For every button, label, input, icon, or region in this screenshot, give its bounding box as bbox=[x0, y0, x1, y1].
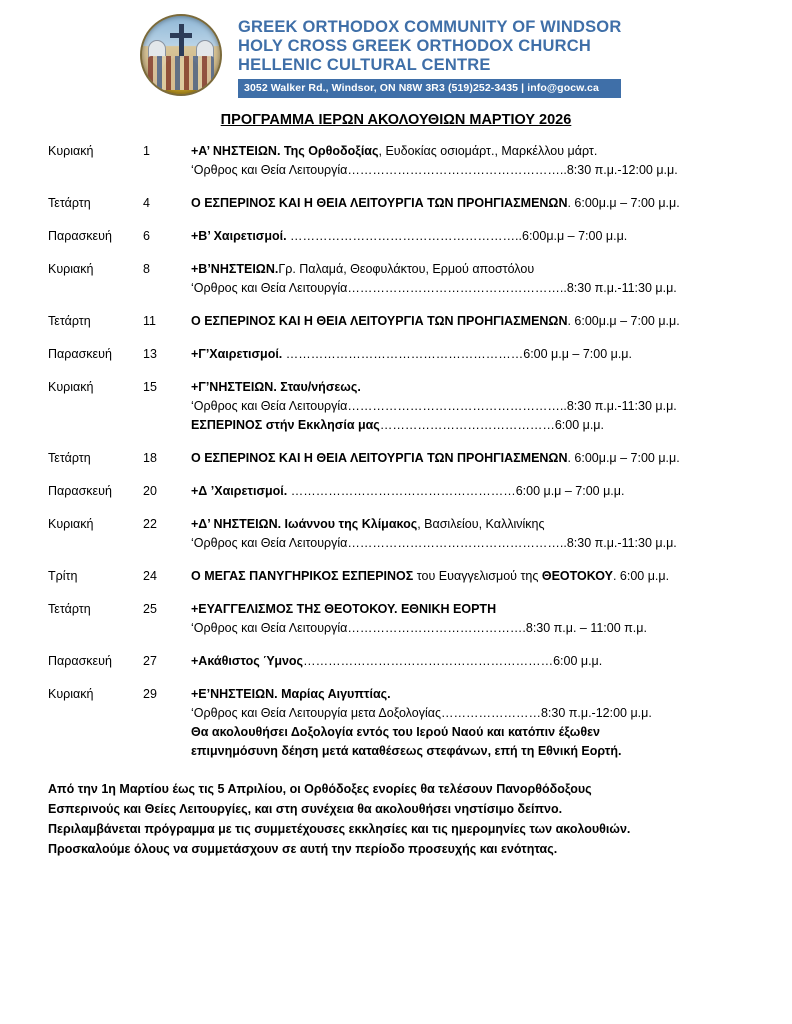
entry-line bbox=[191, 416, 752, 435]
entry-date: 6 bbox=[143, 229, 150, 243]
entry-date: 4 bbox=[143, 196, 150, 210]
entry-description bbox=[191, 652, 752, 671]
entry-weekday: Τετάρτη bbox=[48, 602, 91, 616]
entry-date: 1 bbox=[143, 144, 150, 158]
footer-note-line: Προσκαλούμε όλους να συμμετάσχουν σε αυτή την περίοδο προσευχής και ενότητας. bbox=[48, 842, 558, 856]
schedule-entry bbox=[48, 567, 752, 586]
entry-date: 15 bbox=[143, 380, 157, 394]
entry-date: 20 bbox=[143, 484, 157, 498]
letterhead bbox=[40, 14, 752, 98]
entry-text-bold: +Γ’Χαιρετισμοί. bbox=[191, 347, 283, 361]
entry-line bbox=[191, 600, 752, 619]
contact-address-bar: 3052 Walker Rd., Windsor, ON N8W 3R3 (519)252-3435 | info@gocw.ca bbox=[238, 79, 621, 98]
entry-line bbox=[191, 742, 752, 761]
entry-text: . 6:00μ.μ – 7:00 μ.μ. bbox=[567, 451, 680, 465]
entry-weekday: Παρασκευή bbox=[48, 347, 112, 361]
entry-text: ‘Ορθρος και Θεία Λειτουργία……………………………………………..8:30 π.μ.-11:30 μ.μ. bbox=[191, 536, 677, 550]
entry-line bbox=[191, 378, 752, 397]
entry-description bbox=[191, 600, 752, 638]
entry-weekday: Κυριακή bbox=[48, 144, 94, 158]
schedule-entry bbox=[48, 652, 752, 671]
entry-text-bold: +Α’ ΝΗΣΤΕΙΩΝ. Της Ορθοδοξίας bbox=[191, 144, 379, 158]
entry-text: ‘Ορθρος και Θεία Λειτουργία……………………………………………..8:30 π.μ.-11:30 μ.μ. bbox=[191, 399, 677, 413]
entry-date: 27 bbox=[143, 654, 157, 668]
cross-vertical-bar bbox=[179, 24, 184, 58]
entry-text-bold: +Γ’ΝΗΣΤΕΙΩΝ. Σταυ/νήσεως. bbox=[191, 380, 361, 394]
entry-date: 22 bbox=[143, 517, 157, 531]
schedule-entry bbox=[48, 685, 752, 761]
entry-date: 29 bbox=[143, 687, 157, 701]
entry-date: 24 bbox=[143, 569, 157, 583]
entry-line bbox=[191, 312, 752, 331]
schedule-entry bbox=[48, 449, 752, 468]
schedule-entry bbox=[48, 600, 752, 638]
entry-date: 11 bbox=[143, 314, 156, 328]
entry-line bbox=[191, 345, 752, 364]
entry-text-bold: +Ακάθιστος Ύμνος bbox=[191, 654, 304, 668]
org-name-line-3: HELLENIC CULTURAL CENTRE bbox=[238, 56, 491, 74]
entry-text: Γρ. Παλαμά, Θεοφυλάκτου, Ερμού αποστόλου bbox=[278, 262, 535, 276]
entry-text-bold: Ο ΕΣΠΕΡΙΝΟΣ ΚΑΙ Η ΘΕΙΑ ΛΕΙΤΟΥΡΓΙΑ ΤΩΝ ΠΡΟΗΓΙΑΣΜΕΝΩΝ bbox=[191, 196, 568, 210]
schedule-entry bbox=[48, 260, 752, 298]
entry-text: ………………………………………………..6:00μ.μ – 7:00 μ.μ. bbox=[286, 229, 628, 243]
entry-line bbox=[191, 567, 752, 586]
entry-text-bold: ΘΕΟΤΟΚΟΥ bbox=[541, 569, 613, 583]
entry-text: ‘Ορθρος και Θεία Λειτουργία…………………………………….8:30 π.μ. – 11:00 π.μ. bbox=[191, 621, 647, 635]
schedule-entry bbox=[48, 378, 752, 435]
entry-line bbox=[191, 704, 752, 723]
service-schedule-list bbox=[40, 142, 752, 761]
org-name-line-2: HOLY CROSS GREEK ORTHODOX CHURCH bbox=[238, 37, 591, 55]
entry-text-bold: Ο ΕΣΠΕΡΙΝΟΣ ΚΑΙ Η ΘΕΙΑ ΛΕΙΤΟΥΡΓΙΑ ΤΩΝ ΠΡΟΗΓΙΑΣΜΕΝΩΝ bbox=[191, 451, 568, 465]
entry-line bbox=[191, 685, 752, 704]
entry-description bbox=[191, 312, 752, 331]
entry-text-bold: Θα ακολουθήσει Δοξολογία εντός του Ιερού Ναού και κατόπιν έξωθεν bbox=[191, 725, 600, 739]
entry-description bbox=[191, 449, 752, 468]
schedule-entry bbox=[48, 142, 752, 180]
entry-text-bold: επιμνημόσυνη δέηση μετά καταθέσεως στεφάνων, επή τη Εθνική Εορτή. bbox=[191, 744, 622, 758]
entry-text: ………………………………………………6:00 μ.μ – 7:00 μ.μ. bbox=[287, 484, 625, 498]
schedule-entry bbox=[48, 515, 752, 553]
entry-text: ‘Ορθρος και Θεία Λειτουργία……………………………………………..8:30 π.μ.-12:00 μ.μ. bbox=[191, 163, 678, 177]
schedule-entry bbox=[48, 227, 752, 246]
entry-description bbox=[191, 685, 752, 761]
entry-description bbox=[191, 227, 752, 246]
footer-note-line: Από την 1η Μαρτίου έως τις 5 Απριλίου, οι Ορθόδοξες ενορίες θα τελέσουν Πανορθόδοξους bbox=[48, 782, 592, 796]
entry-date: 13 bbox=[143, 347, 157, 361]
entry-line bbox=[191, 227, 752, 246]
entry-text-bold: +Δ ’Χαιρετισμοί. bbox=[191, 484, 288, 498]
footer-note-line: Περιλαμβάνεται πρόγραμμα με τις συμμετέχουσες εκκλησίες και τις ημερομηνίες των ακολουθιών. bbox=[48, 822, 631, 836]
entry-line bbox=[191, 142, 752, 161]
entry-weekday: Παρασκευή bbox=[48, 654, 112, 668]
entry-weekday: Τετάρτη bbox=[48, 451, 91, 465]
letterhead-text bbox=[238, 14, 621, 98]
entry-text-bold: +Β’ Χαιρετισμοί. bbox=[191, 229, 287, 243]
entry-weekday: Παρασκευή bbox=[48, 484, 112, 498]
entry-date: 18 bbox=[143, 451, 157, 465]
entry-line bbox=[191, 260, 752, 279]
entry-text: ‘Ορθρος και Θεία Λειτουργία μετα Δοξολογίας……………………8:30 π.μ.-12:00 μ.μ. bbox=[191, 706, 652, 720]
schedule-entry bbox=[48, 345, 752, 364]
entry-line bbox=[191, 482, 752, 501]
cross-horizontal-bar bbox=[170, 33, 192, 38]
entry-description bbox=[191, 345, 752, 364]
icon-figures bbox=[148, 56, 214, 90]
entry-weekday: Τετάρτη bbox=[48, 314, 91, 328]
church-emblem-icon bbox=[140, 14, 222, 96]
entry-text: ……………………………………6:00 μ.μ. bbox=[379, 418, 604, 432]
entry-weekday: Κυριακή bbox=[48, 517, 94, 531]
schedule-entry bbox=[48, 194, 752, 213]
schedule-entry bbox=[48, 312, 752, 331]
entry-date: 8 bbox=[143, 262, 150, 276]
entry-text-bold: +Δ’ ΝΗΣΤΕΙΩΝ. Ιωάννου της Κλίμακος bbox=[191, 517, 418, 531]
entry-line bbox=[191, 161, 752, 180]
entry-text: , Βασιλείου, Καλλινίκης bbox=[417, 517, 545, 531]
entry-line bbox=[191, 534, 752, 553]
entry-line bbox=[191, 194, 752, 213]
entry-weekday: Τετάρτη bbox=[48, 196, 91, 210]
entry-description bbox=[191, 260, 752, 298]
entry-description bbox=[191, 482, 752, 501]
entry-text: . 6:00μ.μ – 7:00 μ.μ. bbox=[567, 314, 680, 328]
entry-description bbox=[191, 567, 752, 586]
entry-text: , Ευδοκίας οσιομάρτ., Μαρκέλλου μάρτ. bbox=[378, 144, 598, 158]
entry-text-bold: Ο ΕΣΠΕΡΙΝΟΣ ΚΑΙ Η ΘΕΙΑ ΛΕΙΤΟΥΡΓΙΑ ΤΩΝ ΠΡΟΗΓΙΑΣΜΕΝΩΝ bbox=[191, 314, 568, 328]
entry-text-bold: +Ε’ΝΗΣΤΕΙΩΝ. Μαρίας Αιγυπτίας. bbox=[191, 687, 391, 701]
entry-text: …………………………………………………6:00 μ.μ – 7:00 μ.μ. bbox=[282, 347, 632, 361]
entry-text: ‘Ορθρος και Θεία Λειτουργία……………………………………………..8:30 π.μ.-11:30 μ.μ. bbox=[191, 281, 677, 295]
org-name-line-1: GREEK ORTHODOX COMMUNITY OF WINDSOR bbox=[238, 18, 622, 36]
schedule-entry bbox=[48, 482, 752, 501]
entry-line bbox=[191, 515, 752, 534]
entry-description bbox=[191, 142, 752, 180]
entry-text: ……………………………………………………6:00 μ.μ. bbox=[303, 654, 603, 668]
entry-text-bold: +ΕΥΑΓΓΕΛΙΣΜΟΣ ΤΗΣ ΘΕΟΤΟΚΟΥ. ΕΘΝΙΚΗ ΕΟΡΤΗ bbox=[191, 602, 497, 616]
entry-text-bold: Ο ΜΕΓΑΣ ΠΑΝΥΓΗΡΙΚΟΣ ΕΣΠΕΡΙΝΟΣ bbox=[191, 569, 414, 583]
entry-line bbox=[191, 397, 752, 416]
entry-text-bold: ΕΣΠΕΡΙΝΟΣ στήν Εκκλησία μας bbox=[191, 418, 380, 432]
footer-note bbox=[40, 779, 752, 859]
entry-weekday: Παρασκευή bbox=[48, 229, 112, 243]
entry-description bbox=[191, 194, 752, 213]
entry-line bbox=[191, 449, 752, 468]
entry-line bbox=[191, 652, 752, 671]
entry-date: 25 bbox=[143, 602, 157, 616]
entry-text: . 6:00μ.μ – 7:00 μ.μ. bbox=[567, 196, 680, 210]
entry-line bbox=[191, 279, 752, 298]
entry-text: του Ευαγγελισμού της bbox=[413, 569, 542, 583]
entry-line bbox=[191, 619, 752, 638]
page-title: ΠΡΟΓΡΑΜΜΑ ΙΕΡΩΝ ΑΚΟΛΟΥΘΙΩΝ ΜΑΡΤΙΟΥ 2026 bbox=[220, 112, 572, 128]
entry-weekday: Κυριακή bbox=[48, 380, 94, 394]
footer-note-line: Εσπερινούς και Θείες Λειτουργίες, και στη συνέχεια θα ακολουθήσει νηστίσιμο δείπνο. bbox=[48, 802, 563, 816]
entry-weekday: Τρίτη bbox=[48, 569, 78, 583]
entry-line bbox=[191, 723, 752, 742]
entry-weekday: Κυριακή bbox=[48, 687, 94, 701]
entry-text: . 6:00 μ.μ. bbox=[612, 569, 670, 583]
entry-text-bold: +Β’ΝΗΣΤΕΙΩΝ. bbox=[191, 262, 279, 276]
entry-description bbox=[191, 378, 752, 435]
entry-weekday: Κυριακή bbox=[48, 262, 94, 276]
entry-description bbox=[191, 515, 752, 553]
